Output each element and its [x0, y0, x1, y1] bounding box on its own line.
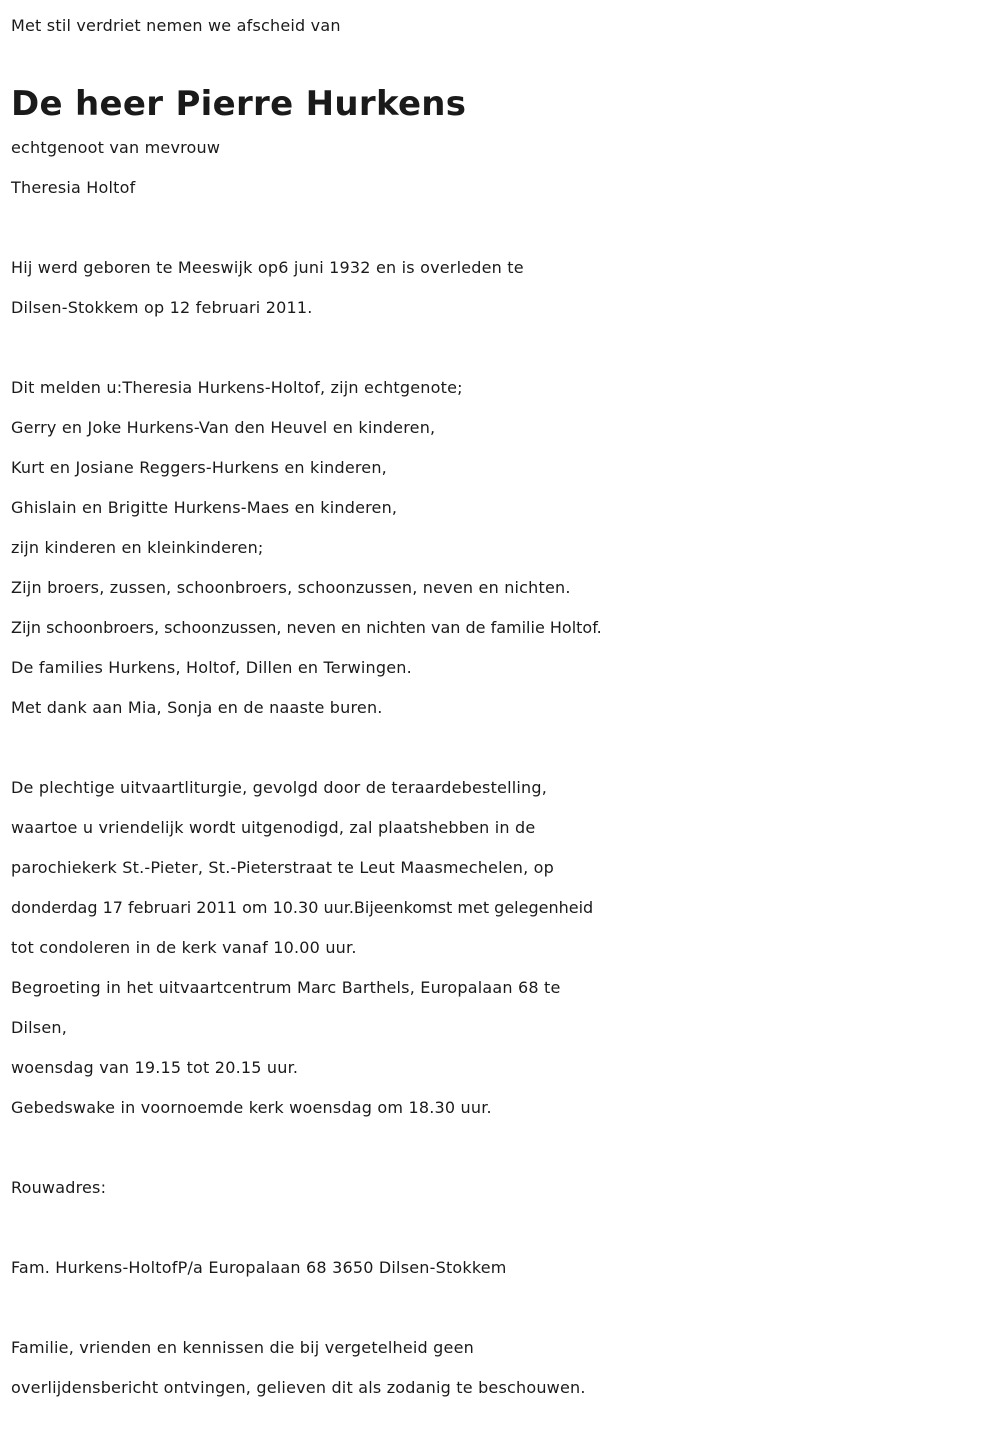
- birth-death-block: [11, 248, 996, 328]
- mourning-address: Fam. Hurkens-HoltofP/a Europalaan 68 3650 Dilsen-Stokkem: [11, 1258, 507, 1277]
- spouse-line: echtgenoot van mevrouw: [11, 138, 221, 157]
- announced-by-line: De families Hurkens, Holtof, Dillen en Terwingen.: [11, 658, 412, 677]
- closing-line: Familie, vrienden en kennissen die bij vergetelheid geen: [11, 1338, 474, 1357]
- funeral-line: tot condoleren in de kerk vanaf 10.00 uur.: [11, 938, 357, 957]
- funeral-line: Dilsen,: [11, 1018, 68, 1037]
- announced-by-line: zijn kinderen en kleinkinderen;: [11, 538, 264, 557]
- spacer: [11, 1288, 996, 1328]
- funeral-line: Begroeting in het uitvaartcentrum Marc Barthels, Europalaan 68 te: [11, 978, 561, 997]
- birth-death-line: Hij werd geboren te Meeswijk op6 juni 1932 en is overleden te: [11, 258, 524, 277]
- funeral-line: parochiekerk St.-Pieter, St.-Pieterstraat te Leut Maasmechelen, op: [11, 858, 555, 877]
- spacer: [11, 328, 996, 368]
- birth-death-line: Dilsen-Stokkem op 12 februari 2011.: [11, 298, 313, 317]
- announced-by-line: Met dank aan Mia, Sonja en de naaste buren.: [11, 698, 383, 717]
- announced-by-line: Zijn schoonbroers, schoonzussen, neven en nichten van de familie Holtof.: [11, 618, 602, 637]
- announced-by-line: Dit melden u:Theresia Hurkens-Holtof, zijn echtgenote;: [11, 378, 463, 397]
- funeral-line: De plechtige uitvaartliturgie, gevolgd door de teraardebestelling,: [11, 778, 548, 797]
- closing-line: overlijdensbericht ontvingen, gelieven dit als zodanig te beschouwen.: [11, 1378, 586, 1397]
- spouse-name: Theresia Holtof: [11, 178, 136, 197]
- funeral-line: donderdag 17 februari 2011 om 10.30 uur.Bijeenkomst met gelegenheid: [11, 898, 594, 917]
- obituary-notice: [11, 6, 996, 1408]
- announced-by-line: Kurt en Josiane Reggers-Hurkens en kinderen,: [11, 458, 387, 477]
- spacer: [11, 1208, 996, 1248]
- announced-by-line: Zijn broers, zussen, schoonbroers, schoonzussen, neven en nichten.: [11, 578, 571, 597]
- mourning-address-label: Rouwadres:: [11, 1178, 107, 1197]
- spacer: [11, 208, 996, 248]
- announced-by-block: [11, 368, 996, 728]
- spacer: [11, 728, 996, 768]
- intro-text: Met stil verdriet nemen we afscheid van: [11, 16, 341, 35]
- funeral-line: Gebedswake in voornoemde kerk woensdag om 18.30 uur.: [11, 1098, 492, 1117]
- announced-by-line: Gerry en Joke Hurkens-Van den Heuvel en kinderen,: [11, 418, 436, 437]
- funeral-line: woensdag van 19.15 tot 20.15 uur.: [11, 1058, 299, 1077]
- spacer: [11, 1128, 996, 1168]
- closing-block: [11, 1328, 996, 1408]
- deceased-name: De heer Pierre Hurkens: [11, 84, 467, 124]
- announced-by-line: Ghislain en Brigitte Hurkens-Maes en kinderen,: [11, 498, 398, 517]
- funeral-line: waartoe u vriendelijk wordt uitgenodigd, zal plaatshebben in de: [11, 818, 536, 837]
- funeral-details-block: [11, 768, 996, 1128]
- spouse-block: [11, 128, 996, 208]
